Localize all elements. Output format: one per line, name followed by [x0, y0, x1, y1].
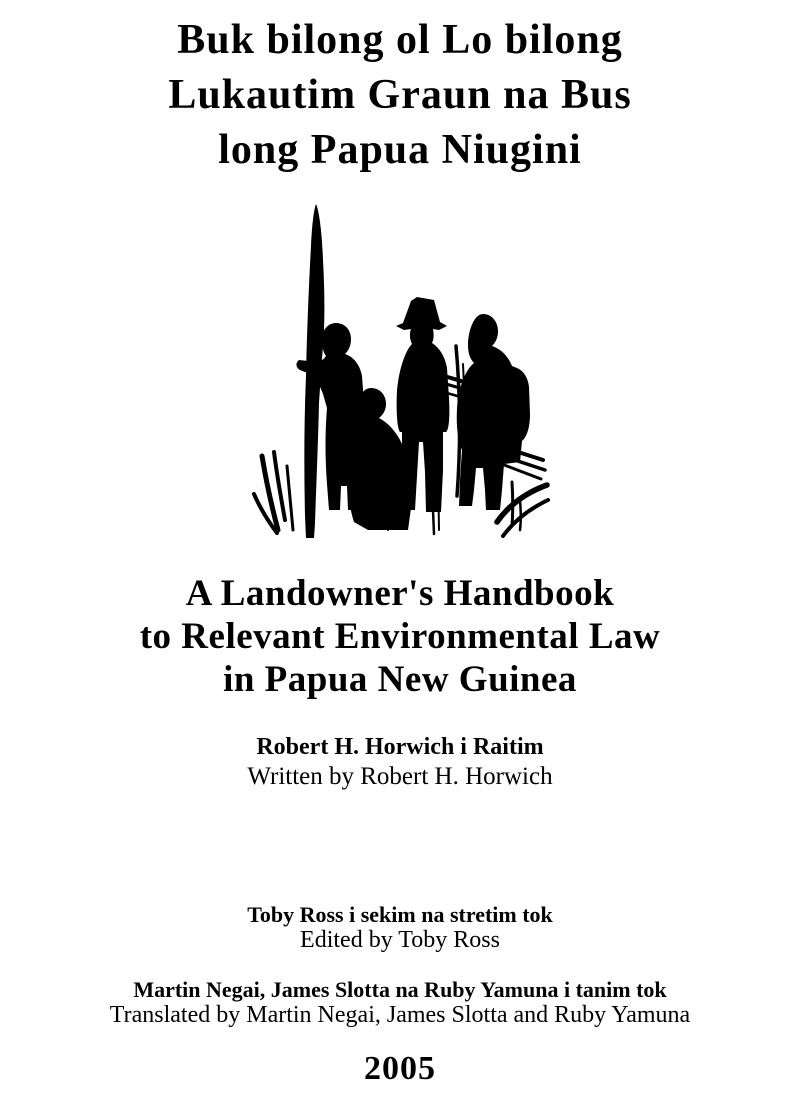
- title-tok-pisin: [0, 13, 800, 178]
- title-tok-pisin-line-2: Lukautim Graun na Bus: [168, 72, 632, 118]
- grass-left-tuft: [287, 466, 293, 530]
- figure-right-shape: [457, 314, 530, 510]
- figure-hat-man-shape: [396, 297, 449, 512]
- editor-english: Edited by Toby Ross: [300, 927, 500, 953]
- grass-right-tuft: [520, 500, 521, 530]
- grass-stem: [438, 468, 439, 530]
- title-english: [0, 572, 800, 701]
- author-english: Written by Robert H. Horwich: [247, 763, 553, 790]
- publication-year: 2005: [364, 1050, 436, 1087]
- translators-credit: [0, 977, 800, 1028]
- villagers-silhouette-illustration: [250, 198, 550, 540]
- editor-credit: [0, 902, 800, 953]
- editor-tok-pisin: Toby Ross i sekim na stretim tok: [247, 902, 553, 927]
- translators-tok-pisin: Martin Negai, James Slotta na Ruby Yamuna i tanim tok: [133, 977, 667, 1002]
- title-english-line-1: A Landowner's Handbook: [185, 573, 615, 614]
- title-english-line-2: to Relevant Environmental Law: [139, 616, 661, 657]
- author-tok-pisin: Robert H. Horwich i Raitim: [256, 734, 544, 760]
- translators-english: Translated by Martin Negai, James Slotta and Ruby Yamuna: [109, 1002, 691, 1028]
- author-credit: [0, 733, 800, 791]
- title-english-line-3: in Papua New Guinea: [223, 659, 577, 700]
- grass-left-tuft: [274, 452, 285, 520]
- villagers-silhouette-svg: [250, 198, 550, 540]
- title-tok-pisin-line-3: long Papua Niugini: [218, 127, 582, 173]
- grass-right-tuft: [512, 482, 513, 526]
- title-tok-pisin-line-1: Buk bilong ol Lo bilong: [177, 17, 623, 63]
